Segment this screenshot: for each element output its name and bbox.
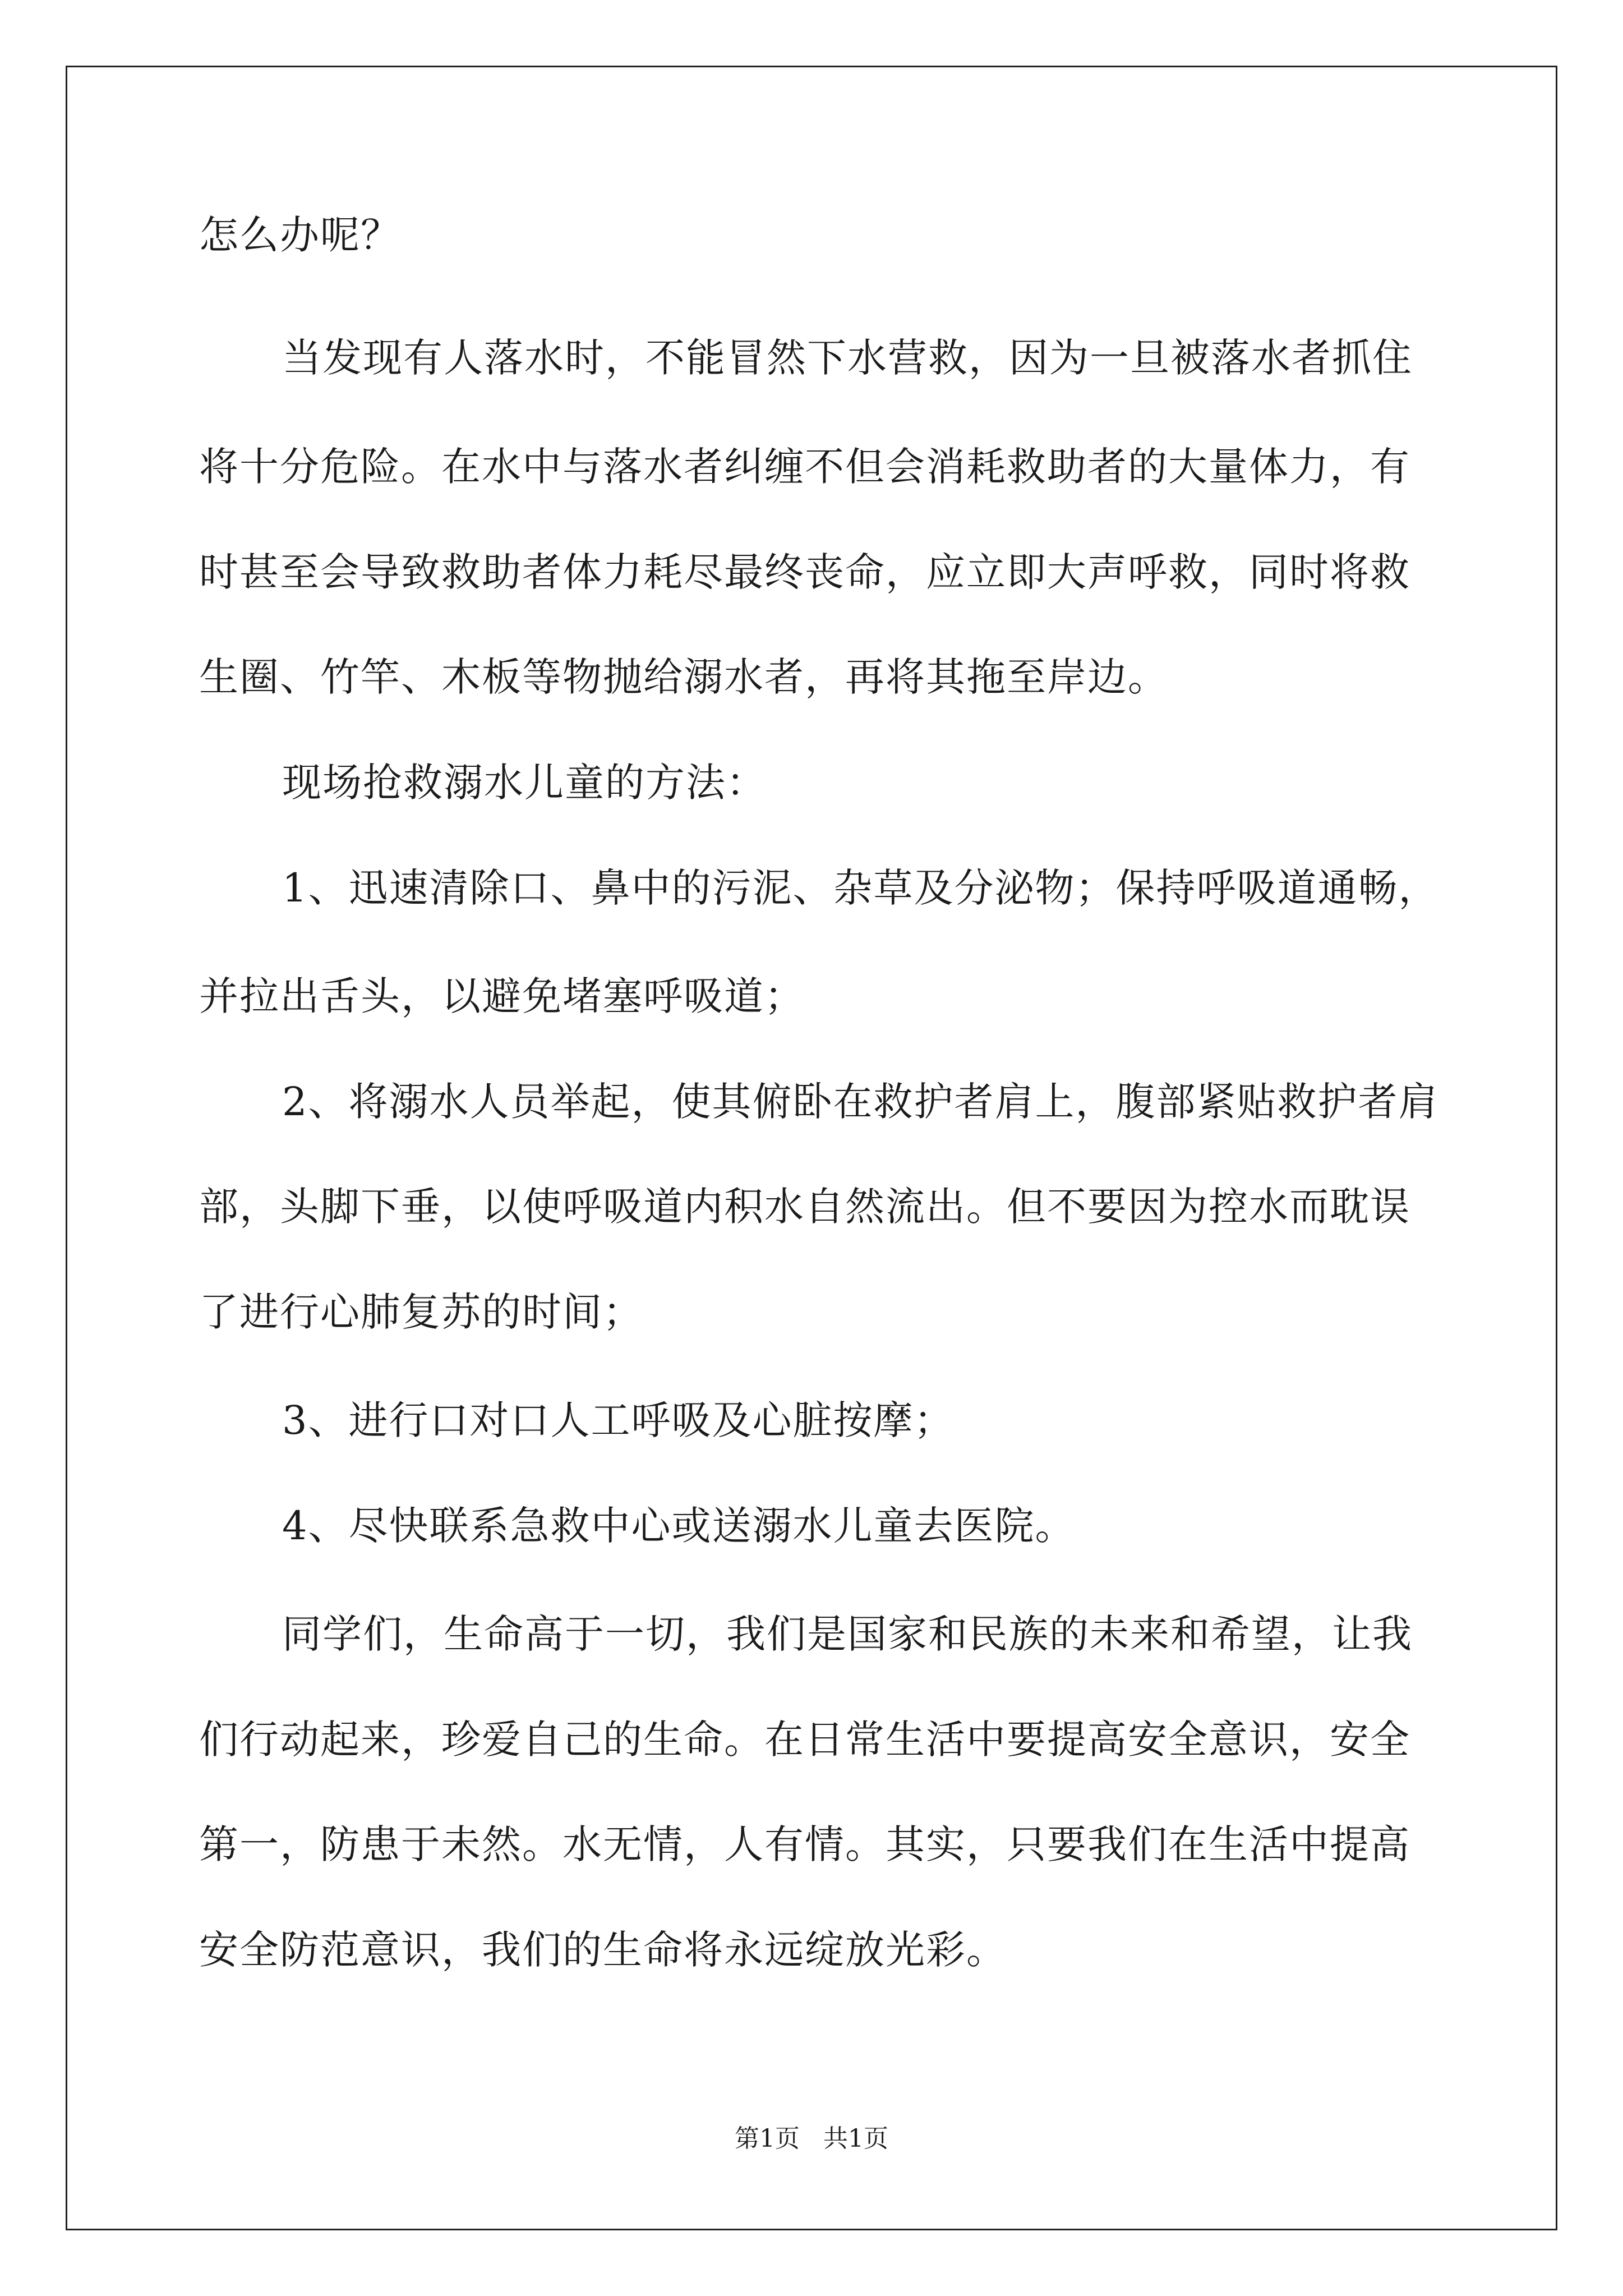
text-line: 将十分危险。在水中与落水者纠缠不但会消耗救助者的大量体力，有 xyxy=(199,444,1410,490)
text-line: 了进行心肺复苏的时间； xyxy=(199,1289,643,1335)
text-line: 并拉出舌头，以避免堵塞呼吸道； xyxy=(199,973,805,1019)
text-line: 4、尽快联系急救中心或送溺水儿童去医院。 xyxy=(282,1503,1076,1549)
text-line: 1、迅速清除口、鼻中的污泥、杂草及分泌物；保持呼吸道通畅， xyxy=(282,865,1439,911)
text-line: 们行动起来，珍爱自己的生命。在日常生活中要提高安全意识，安全 xyxy=(199,1717,1410,1763)
text-line: 怎么办呢？ xyxy=(199,212,401,258)
text-line: 第一，防患于未然。水无情，人有情。其实，只要我们在生活中提高 xyxy=(199,1821,1410,1867)
text-line: 生圈、竹竿、木板等物抛给溺水者，再将其拖至岸边。 xyxy=(199,654,1168,700)
text-line: 安全防范意识，我们的生命将永远绽放光彩。 xyxy=(199,1927,1007,1973)
text-line: 2、将溺水人员举起，使其俯卧在救护者肩上，腹部紧贴救护者肩 xyxy=(282,1079,1439,1125)
text-line: 当发现有人落水时，不能冒然下水营救，因为一旦被落水者抓住 xyxy=(282,335,1413,381)
page-border xyxy=(66,66,1557,2230)
text-line: 部，头脚下垂，以使呼吸道内积水自然流出。但不要因为控水而耽误 xyxy=(199,1184,1410,1230)
page-footer: 第1页 共1页 xyxy=(735,2124,888,2153)
text-line: 时甚至会导致救助者体力耗尽最终丧命，应立即大声呼救，同时将救 xyxy=(199,549,1410,595)
text-line: 同学们，生命高于一切，我们是国家和民族的未来和希望，让我 xyxy=(282,1611,1413,1657)
text-line: 现场抢救溺水儿童的方法： xyxy=(282,760,767,806)
text-line: 3、进行口对口人工呼吸及心脏按摩； xyxy=(282,1397,955,1443)
